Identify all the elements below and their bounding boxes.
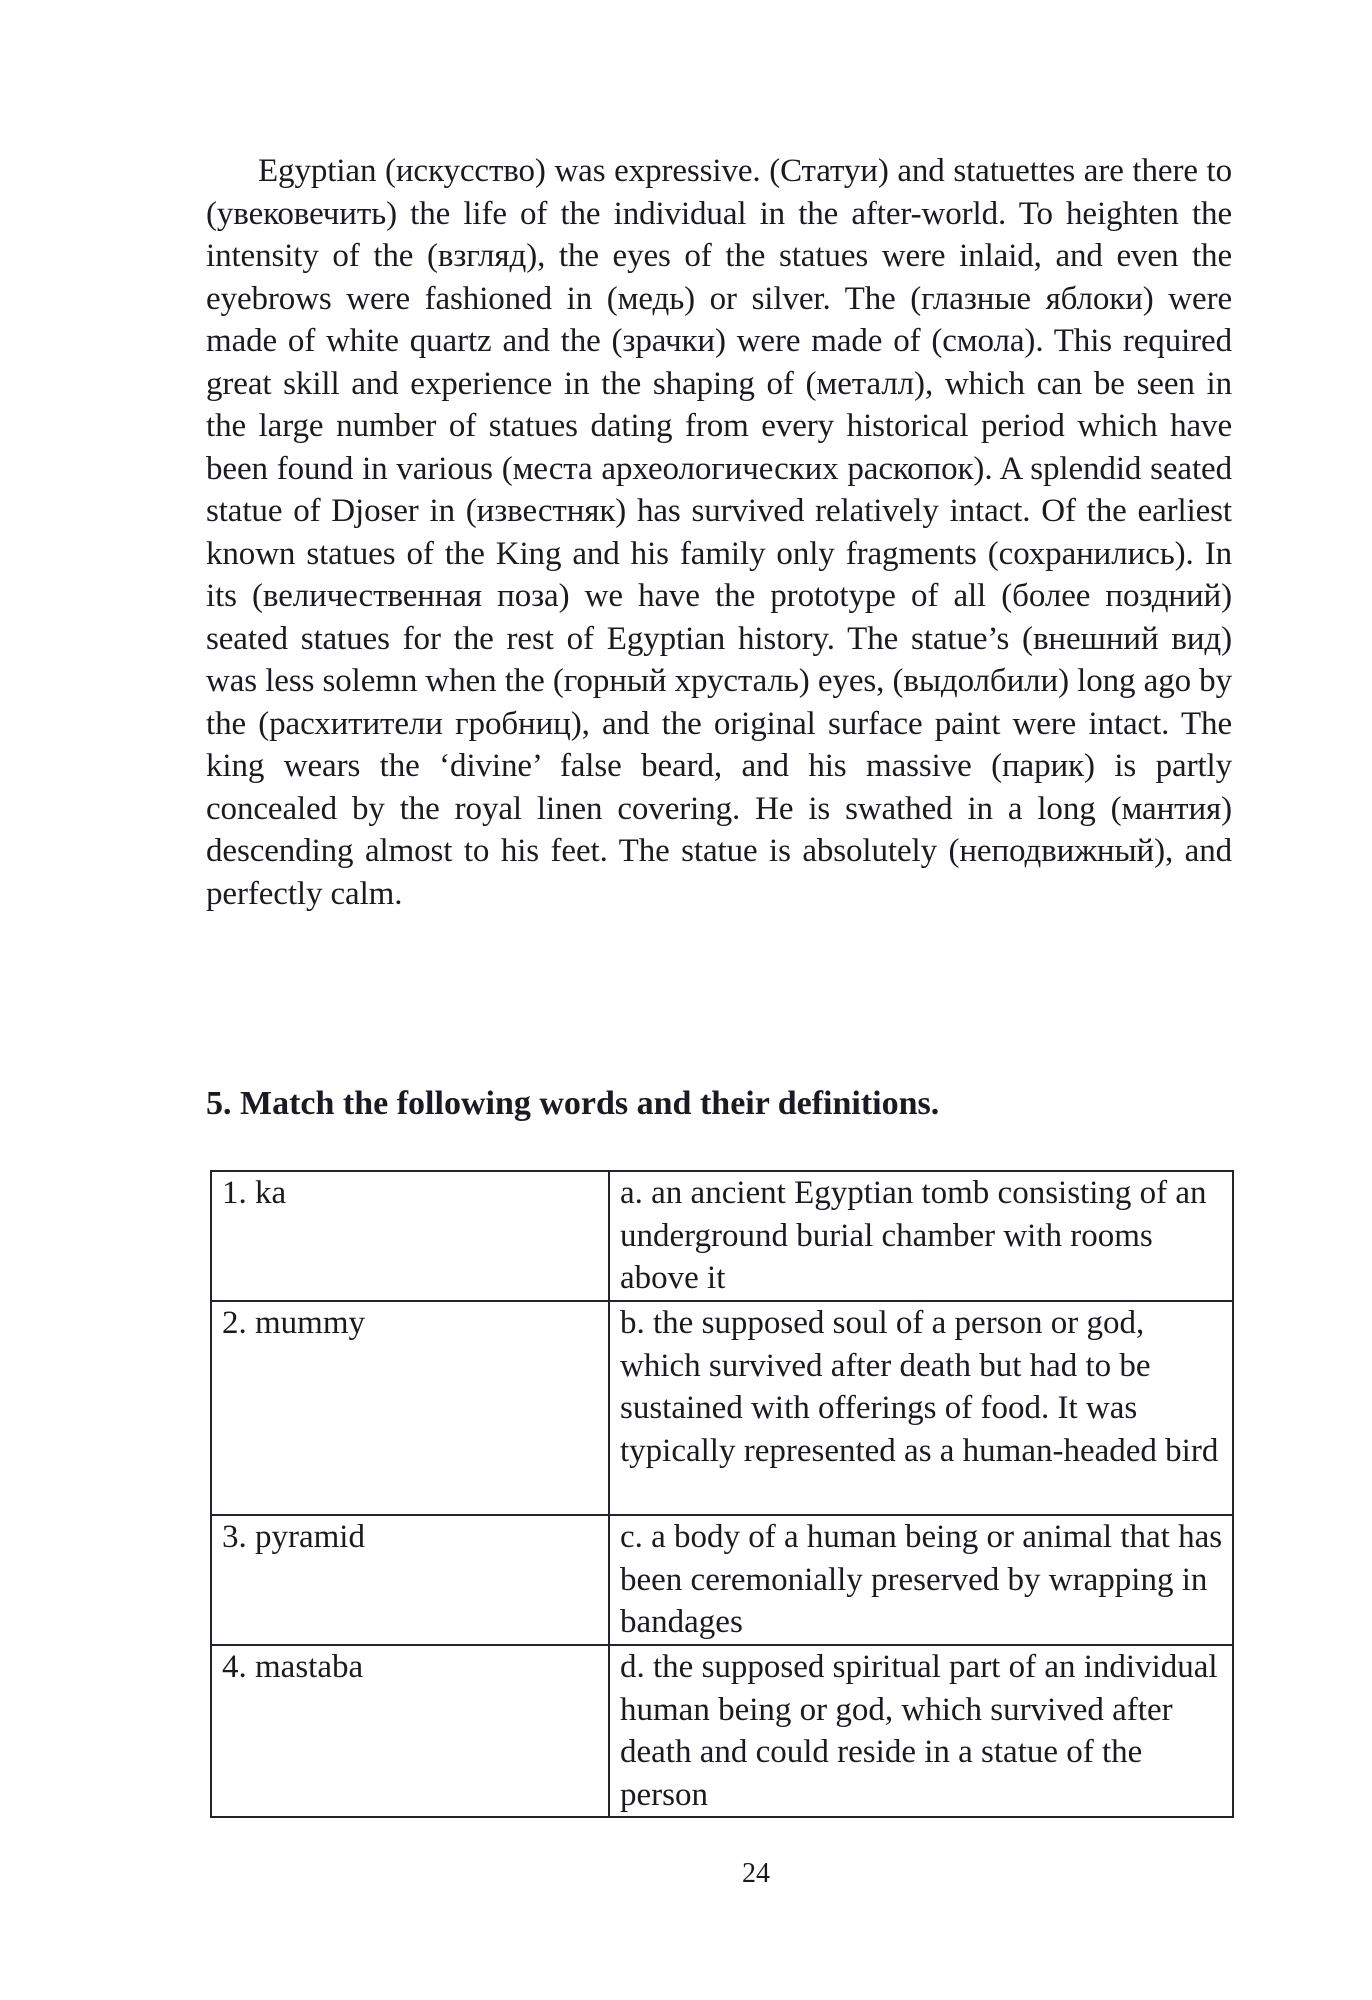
definition-cell: d. the supposed spiritual part of an individual human being or god, which survived after death and could reside in a statue of the person: [609, 1645, 1233, 1817]
term-cell: 2. mummy: [211, 1301, 609, 1515]
matching-table: [210, 1170, 1234, 1818]
table-row: [211, 1301, 1233, 1515]
page-number: 24: [742, 1858, 770, 1889]
term-cell: 1. ka: [211, 1171, 609, 1301]
reading-passage: Egyptian (искусство) was expressive. (Статуи) and statuettes are there to (увековечить) the life of the individual in the after-world. To heighten the intensity of the (взгляд), the eyes of the statues were inlaid, and even the eyebrows were fashioned in (медь) or silver. The (глазные яблоки) were made of white quartz and the (зрачки) were made of (смола). This required great skill and experience in the shaping of (металл), which can be seen in the large number of statues dating from every historical period which have been found in various (места археологических раскопок). A splendid seated statue of Djoser in (известняк) has survived relatively intact. Of the earliest known statues of the King and his family only fragments (сохранились). In its (величественная поза) we have the prototype of all (более поздний) seated statues for the rest of Egyptian history. The statue’s (внешний вид) was less solemn when the (горный хрусталь) eyes, (выдолбили) long ago by the (расхитители гробниц), and the original surface paint were intact. The king wears the ‘divine’ false beard, and his massive (парик) is partly concealed by the royal linen covering. He is swathed in a long (мантия) descending almost to his feet. The statue is absolutely (неподвижный), and perfectly calm.: [206, 153, 1232, 912]
table-row: [211, 1645, 1233, 1817]
definition-cell: c. a body of a human being or animal that has been ceremonially preserved by wrapping in bandages: [609, 1515, 1233, 1645]
definition-cell: a. an ancient Egyptian tomb consisting of an underground burial chamber with rooms above it: [609, 1171, 1233, 1301]
table-row: [211, 1171, 1233, 1301]
exercise-heading: 5. Match the following words and their definitions.: [206, 1085, 940, 1122]
term-cell: 3. pyramid: [211, 1515, 609, 1645]
term-cell: 4. mastaba: [211, 1645, 609, 1817]
definition-cell: b. the supposed soul of a person or god, which survived after death but had to be sustained with offerings of food. It was typically represented as a human-headed bird: [609, 1301, 1233, 1515]
table-row: [211, 1515, 1233, 1645]
